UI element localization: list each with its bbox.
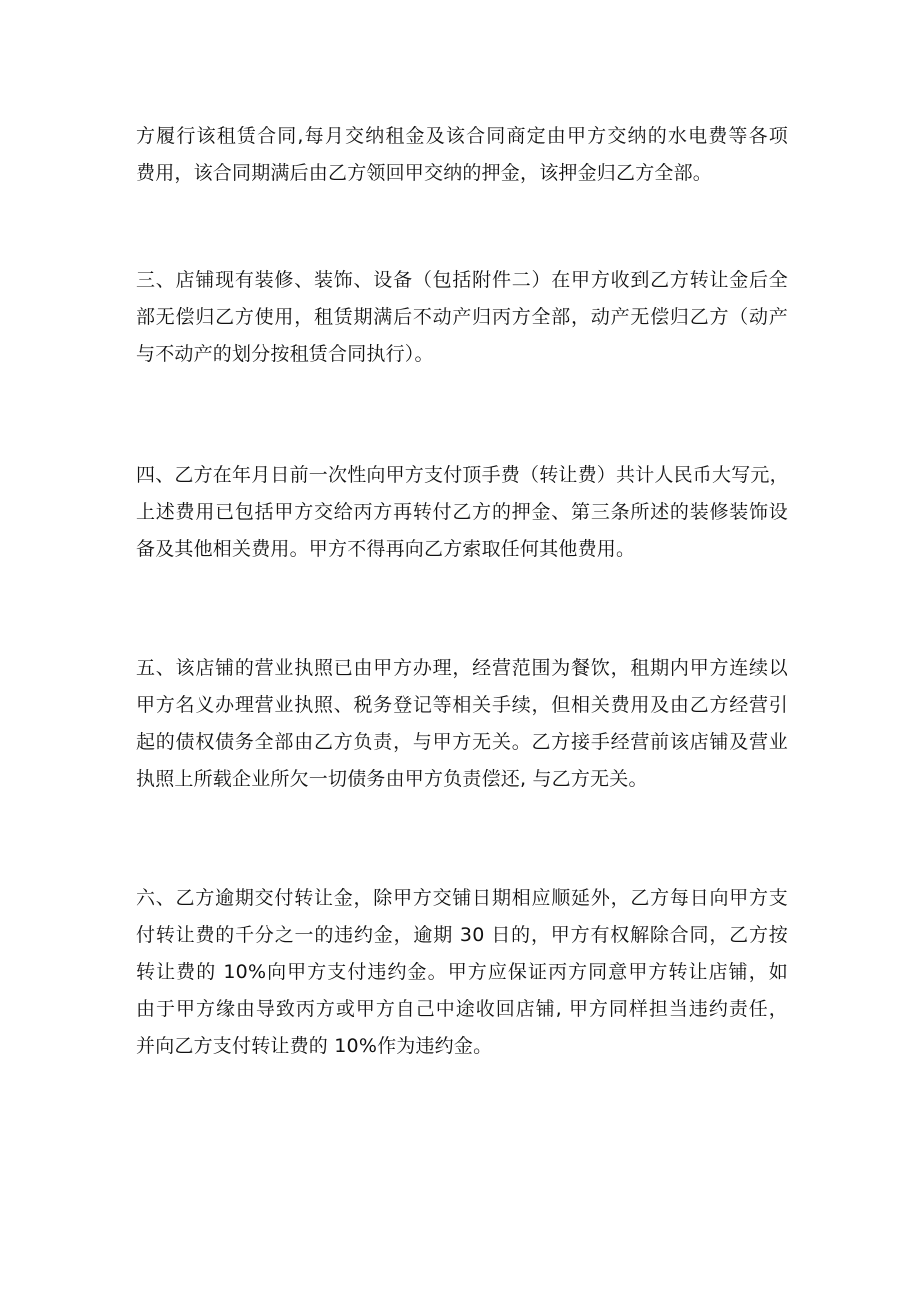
paragraph-1 — [136, 118, 788, 192]
paragraph-6-late-payment — [136, 880, 788, 1065]
paragraph-4-transfer-fee — [136, 457, 788, 568]
paragraph-3-line-2: 部无偿归乙方使用，租赁期满后不动产归丙方全部，动产无偿归乙方（动产 — [136, 306, 788, 328]
paragraph-4-line-1: 四、乙方在年月日前一次性向甲方支付顶手费（转让费）共计人民币大写元， — [136, 464, 789, 486]
paragraph-6-line-3: 转让费的 10%向甲方支付违约金。甲方应保证丙方同意甲方转让店铺，如 — [136, 961, 788, 983]
paragraph-1-line-2: 费用，该合同期满后由乙方领回甲交纳的押金，该押金归乙方全部。 — [136, 162, 713, 184]
paragraph-4-line-2: 上述费用已包括甲方交给丙方再转付乙方的押金、第三条所述的装修装饰设 — [136, 501, 788, 523]
paragraph-5-line-1: 五、该店铺的营业执照已由甲方办理，经营范围为餐饮，租期内甲方连续以 — [136, 657, 788, 679]
paragraph-3-line-3: 与不动产的划分按租赁合同执行）。 — [136, 343, 434, 365]
paragraph-5-line-4: 执照上所载企业所欠一切债务由甲方负责偿还, 与乙方无关。 — [136, 768, 648, 790]
paragraph-3-store-fixtures — [136, 262, 788, 373]
paragraph-6-line-5: 并向乙方支付转让费的 10%作为违约金。 — [136, 1035, 493, 1057]
paragraph-5-line-3: 起的债权债务全部由乙方负责，与甲方无关。乙方接手经营前该店铺及营业 — [136, 731, 788, 753]
paragraph-6-line-1: 六、乙方逾期交付转让金，除甲方交铺日期相应顺延外，乙方每日向甲方支 — [136, 887, 788, 909]
paragraph-6-line-4: 由于甲方缘由导致丙方或甲方自己中途收回店铺, 甲方同样担当违约责任， — [136, 998, 788, 1020]
paragraph-6-line-2: 付转让费的千分之一的违约金，逾期 30 日的，甲方有权解除合同，乙方按 — [136, 924, 788, 946]
paragraph-5-line-2: 甲方名义办理营业执照、税务登记等相关手续，但相关费用及由乙方经营引 — [136, 694, 788, 716]
paragraph-3-line-1: 三、店铺现有装修、装饰、设备（包括附件二）在甲方收到乙方转让金后全 — [136, 269, 788, 291]
paragraph-4-line-3: 备及其他相关费用。甲方不得再向乙方索取任何其他费用。 — [136, 538, 636, 560]
paragraph-1-line-1: 方履行该租赁合同,每月交纳租金及该合同商定由甲方交纳的水电费等各项 — [136, 125, 788, 147]
paragraph-5-business-license — [136, 650, 788, 798]
